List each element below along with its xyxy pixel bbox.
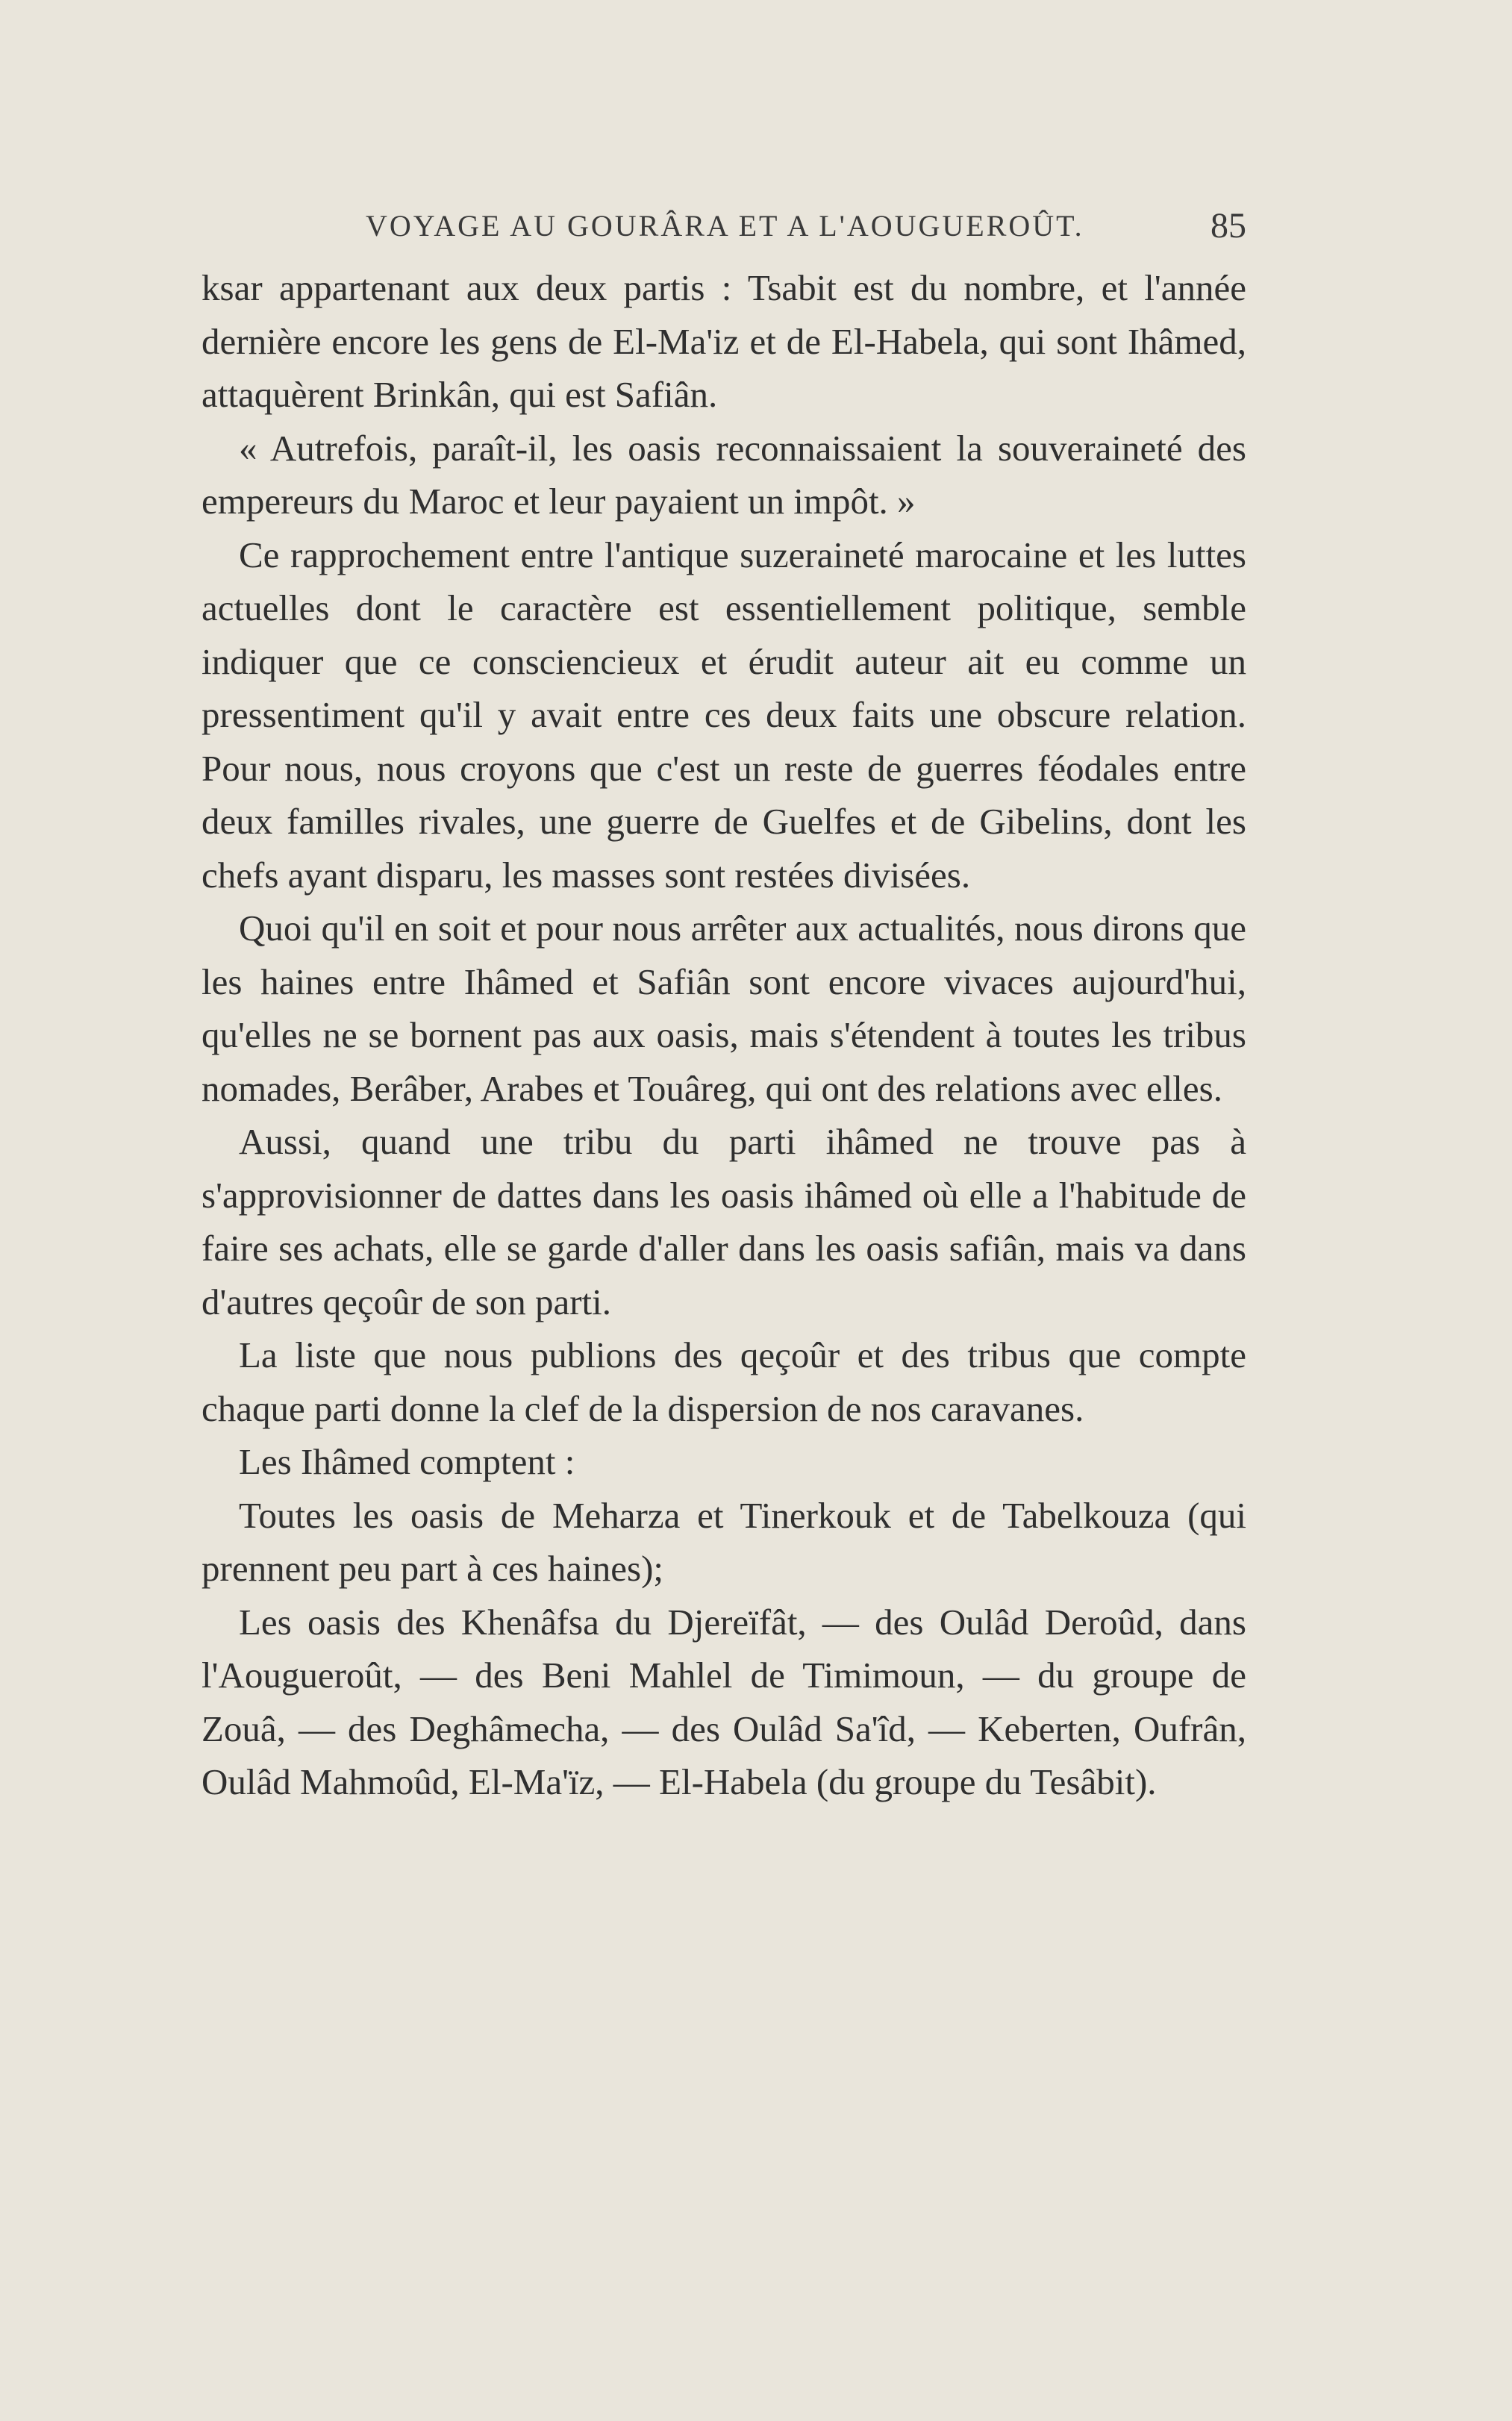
paragraph-liste: La liste que nous publions des qeçoûr et des tribus que compte chaque parti donne la clef de la dispersion de nos caravanes. [202,1334,1246,1429]
paragraph-toutes-les-oasis: Toutes les oasis de Meharza et Tinerkouk et de Tabelkouza (qui prennent peu part à ces haines); [202,1494,1246,1589]
paragraph-ihamed-comptent: Les Ihâmed comptent : [239,1441,575,1482]
body-text [202,261,1246,2172]
running-title: VOYAGE AU GOURÂRA ET A L'AOUGUEROÛT. [366,209,1084,243]
paragraph-actualites: Quoi qu'il en soit et pour nous arrêter aux actualités, nous dirons que les haines entre Ihâmed et Safiân sont encore vivaces aujourd'hui, qu'elles ne se bornent pas aux oasis, mais s'étendent à toutes les tribus nomades, Berâber, Arabes et Touâreg, qui ont des relations avec elles. [202,908,1246,1109]
paragraph-oasis-list: Les oasis des Khenâfsa du Djereïfât, — des Oulâd Deroûd, dans l'Aougueroût, — des Beni Mahlel de Timimoun, — du groupe de Zouâ, — des Deghâmecha, — des Oulâd Sa'îd, — Keberten, Oufrân, Oulâd Mahmoûd, El-Ma'ïz, — El-Habela (du groupe du Tesâbit). [202,1601,1246,1802]
page-number: 85 [1210,206,1246,246]
page-header [202,200,1246,252]
paragraph-aussi: Aussi, quand une tribu du parti ihâmed ne trouve pas à s'approvisionner de dattes dans les oasis ihâmed où elle a l'habitude de faire ses achats, elle se garde d'aller dans les oasis safiân, mais va dans d'autres qeçoûr de son parti. [202,1121,1246,1322]
paragraph-rapprochement: Ce rapprochement entre l'antique suzeraineté marocaine et les luttes actuelles dont le caractère est essentiellement politique, semble indiquer que ce consciencieux et érudit auteur ait eu comme un pressentiment qu'il y avait entre ces deux faits une obscure relation. Pour nous, nous croyons que c'est un reste de guerres féodales entre deux familles rivales, une guerre de Guelfes et de Gibelins, dont les chefs ayant disparu, les masses sont restées divisées. [202,534,1246,896]
paragraph-continuation: ksar appartenant aux deux partis : Tsabit est du nombre, et l'année dernière encore les gens de El-Ma'iz et de El-Habela, qui sont Ihâmed, attaquèrent Brinkân, qui est Safiân. [202,267,1246,415]
paragraph-quote: « Autrefois, paraît-il, les oasis reconnaissaient la souveraineté des empereurs du Maroc et leur payaient un impôt. » [202,427,1246,522]
